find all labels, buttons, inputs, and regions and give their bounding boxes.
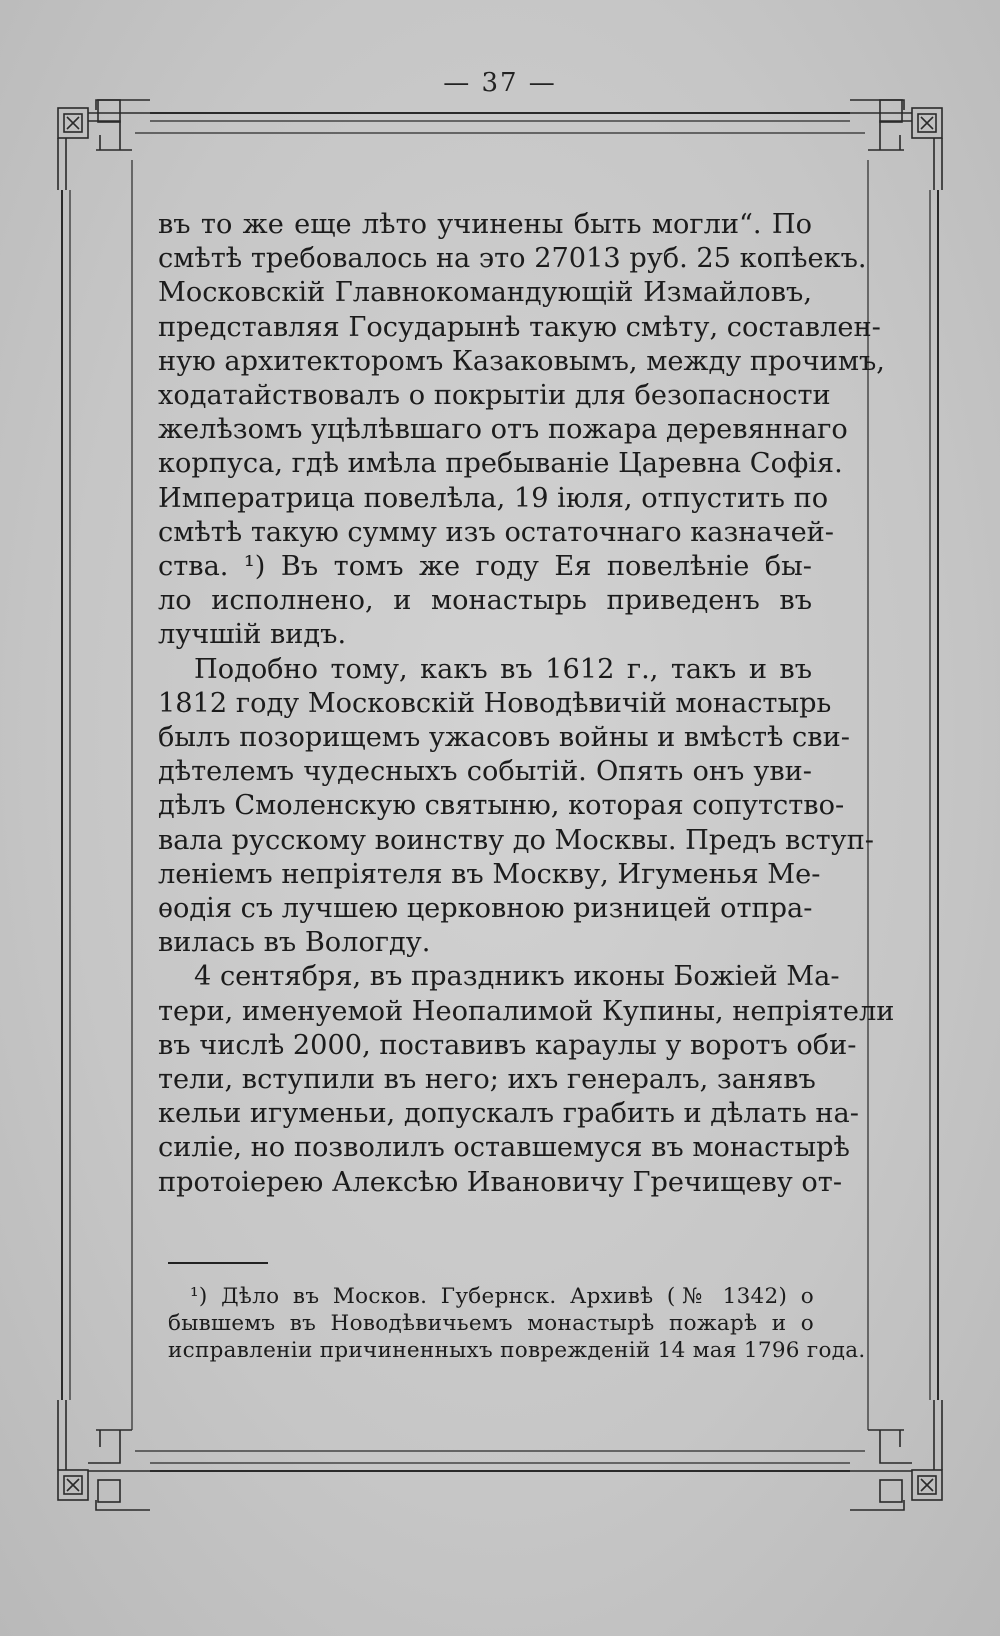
text-line: ства. ¹) Въ томъ же году Ея повелѣніе бы-	[158, 551, 812, 583]
corner-ornament-bottom-right	[850, 1400, 942, 1510]
footnote-line: ¹) Дѣло въ Москов. Губернск. Архивѣ (№ 1342) о	[190, 1284, 814, 1309]
text-line: тели, вступили въ него; ихъ генералъ, занявъ	[158, 1064, 816, 1096]
page-number: — 37 —	[443, 68, 557, 98]
text-line: кельи игуменьи, допускалъ грабить и дѣлать на-	[158, 1098, 859, 1130]
text-line: тери, именуемой Неопалимой Купины, непріятели	[158, 995, 895, 1027]
text-line: въ то же еще лѣто учинены быть могли“. По	[158, 209, 812, 240]
text-line: леніемъ непріятеля въ Москву, Игуменья Ме-	[158, 858, 821, 890]
text-line: лучшій видъ.	[158, 619, 347, 651]
text-line: ную архитекторомъ Казаковымъ, между прочимъ,	[158, 345, 885, 377]
text-line: протоіерею Алексѣю Ивановичу Гречищеву от-	[158, 1166, 843, 1198]
footnote-line: исправленіи причиненныхъ поврежденій 14 мая 1796 года.	[168, 1338, 866, 1363]
main-text	[158, 208, 895, 1200]
corner-ornament-top-right	[850, 100, 942, 190]
text-line: 4 сентября, въ праздникъ иконы Божіей Ма-	[194, 961, 840, 993]
corner-ornament-top-left	[58, 100, 150, 190]
text-line: ѳодія съ лучшею церковною ризницей отпра-	[158, 893, 813, 925]
text-line: ло исполнено, и монастырь приведенъ въ	[158, 585, 812, 617]
corner-ornament-bottom-left	[58, 1400, 150, 1510]
text-line: желѣзомъ уцѣлѣвшаго отъ пожара деревяннаго	[158, 414, 848, 446]
text-line: былъ позорищемъ ужасовъ войны и вмѣстѣ сви-	[158, 722, 850, 754]
text-line: Императрица повелѣла, 19 іюля, отпустить по	[158, 482, 829, 514]
footnote-rule	[168, 1262, 268, 1264]
text-line: въ числѣ 2000, поставивъ караулы у воротъ оби-	[158, 1029, 857, 1061]
text-line: представляя Государынѣ такую смѣту, составлен-	[158, 311, 881, 343]
text-line: дѣтелемъ чудесныхъ событій. Опять онъ уви-	[158, 756, 812, 788]
text-line: смѣтѣ требовалось на это 27013 руб. 25 копѣекъ.	[158, 243, 867, 275]
footnote-line: бывшемъ въ Новодѣвичьемъ монастырѣ пожарѣ и о	[168, 1311, 814, 1336]
text-line: 1812 году Московскій Новодѣвичій монастырь	[158, 687, 832, 719]
text-line: вилась въ Вологду.	[158, 927, 431, 959]
text-line: Московскій Главнокомандующій Измайловъ,	[158, 277, 812, 309]
text-line: дѣлъ Смоленскую святыню, которая сопутство-	[158, 790, 845, 822]
text-line: смѣтѣ такую сумму изъ остаточнаго казначей-	[158, 516, 834, 548]
text-line: вала русскому воинству до Москвы. Предъ вступ-	[158, 824, 874, 856]
text-line: силіе, но позволилъ оставшемуся въ монастырѣ	[158, 1132, 850, 1164]
text-line: ходатайствовалъ о покрытіи для безопасности	[158, 380, 831, 412]
text-line: Подобно тому, какъ въ 1612 г., такъ и въ	[194, 653, 812, 685]
text-line: корпуса, гдѣ имѣла пребываніе Царевна Софія.	[158, 448, 843, 480]
footnote	[168, 1283, 866, 1364]
